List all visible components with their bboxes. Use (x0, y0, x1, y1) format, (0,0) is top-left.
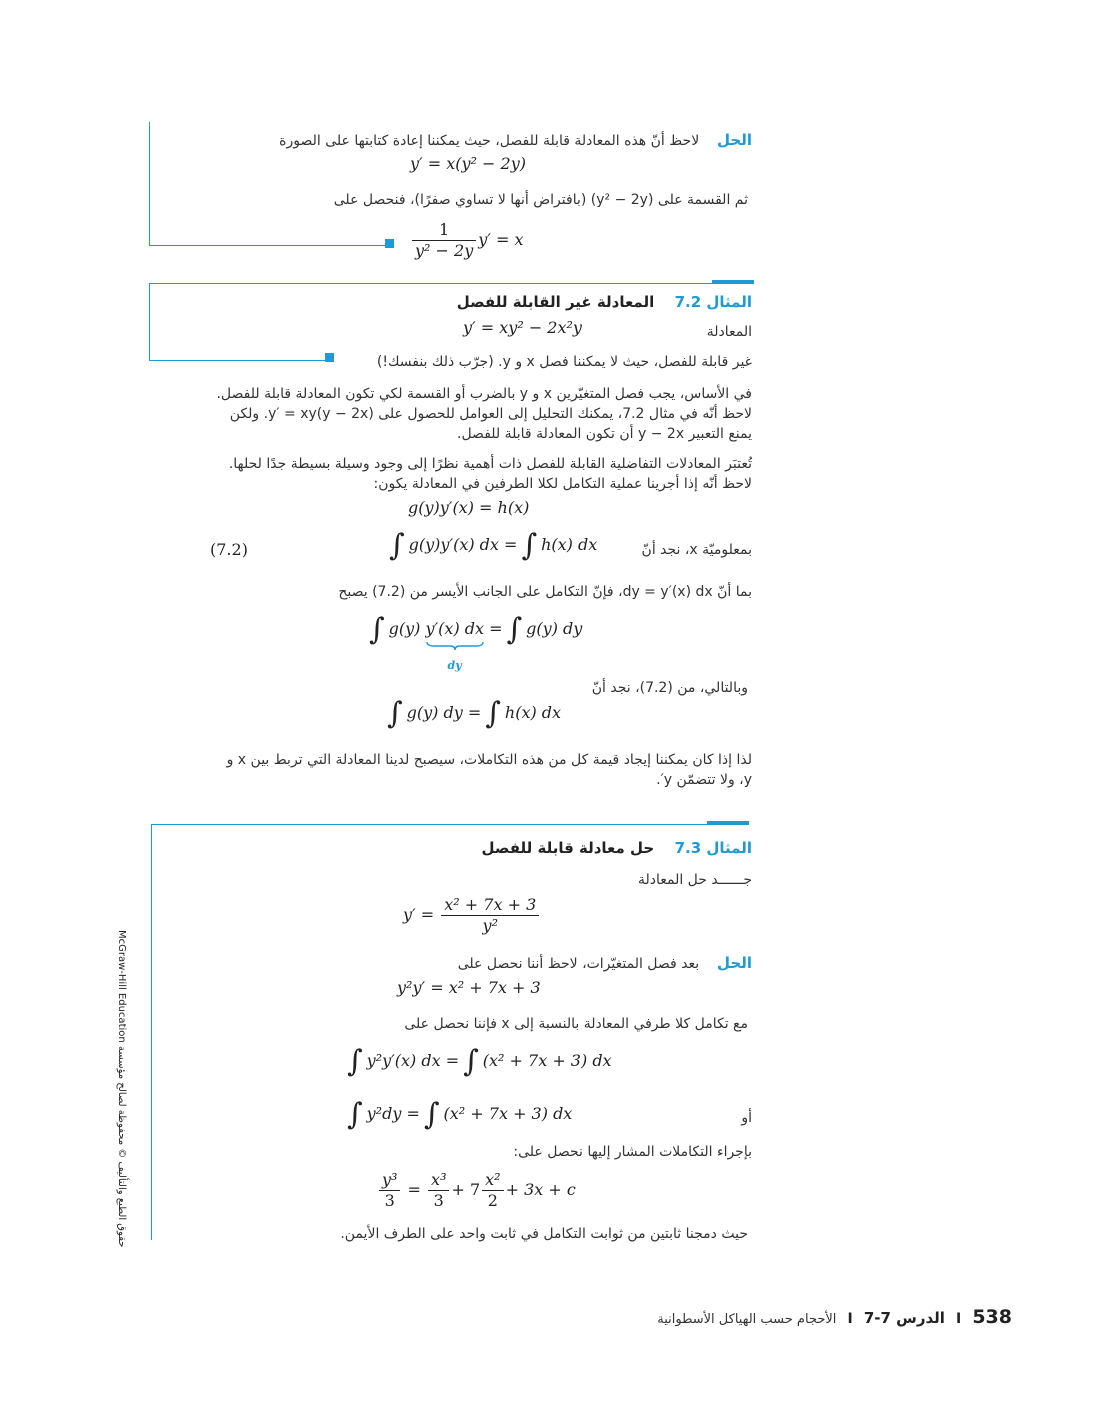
solution3-eq3-left: y²dy = (366, 1104, 420, 1123)
solution3-eq1: y²y′ = x² + 7x + 3 (397, 978, 541, 997)
solution3-eq4 (377, 1170, 576, 1211)
eqC-right: g(y) dy (526, 619, 583, 638)
example72-top-rule (149, 283, 754, 284)
text-known: بمعلوميّة x، نجد أنّ (641, 542, 752, 558)
eqD (383, 696, 561, 731)
footer-lesson: الدرس 7-7 (863, 1309, 945, 1327)
sidebar-copyright: حقوق الطبع والتأليف © محفوظة لصالح مؤسسة McGraw-Hill Education (116, 930, 127, 1248)
footer (657, 1306, 1012, 1328)
integral-sign-icon: ∫ (485, 696, 501, 731)
eqC-mid: = (489, 619, 503, 638)
para1 (172, 384, 752, 444)
para2-line2: لاحظ أنّه إذا أجرينا عملية التكامل لكلا الطرفين في المعادلة يكون: (373, 476, 752, 492)
solution3-eq3-right: (x² + 7x + 3) dx (443, 1104, 573, 1123)
solution3-eq3 (343, 1097, 572, 1132)
para1-line1: في الأساس، يجب فصل المتغيّرين x و y بالضرب أو القسمة لكي تكون المعادلة قابلة للفصل. (216, 386, 752, 402)
eqC-brace-group (425, 619, 485, 672)
example73-eq-den: y² (482, 916, 498, 935)
solution3-eq4-d1: 3 (384, 1191, 395, 1210)
example73-label: المثال 7.3 (674, 839, 752, 857)
solution3-eq2-left: y²y′(x) dx = (366, 1051, 460, 1070)
para3-line1: لذا إذا كان يمكننا إيجاد قيمة كل من هذه التكاملات، سيصبح لدينا المعادلة التي تربط بين x و (226, 752, 752, 768)
integral-sign-icon: ∫ (369, 612, 385, 647)
example73-eq-num: x² + 7x + 3 (441, 895, 539, 916)
solution3-line1 (372, 953, 752, 974)
example73-header (352, 838, 752, 857)
integral-sign-icon: ∫ (347, 1097, 363, 1132)
example72-text2: غير قابلة للفصل، حيث لا يمكننا فصل x و y. (جرّب ذلك بنفسك!) (376, 354, 752, 370)
text-since: بما أنّ dy = y′(x) dx، فإنّ التكامل على الجانب الأيسر من (7.2) يصبح (338, 584, 752, 600)
solution3-text1: بعد فصل المتغيّرات، لاحظ أننا نحصل على (457, 956, 700, 972)
underbrace-icon (426, 641, 484, 651)
solution3-eq2 (343, 1044, 612, 1079)
solution1-eq2 (410, 220, 524, 261)
eqC-brace-term: y′(x) dx (425, 619, 485, 638)
solution1-bottom-rule (149, 245, 385, 246)
solution1-eq2-num: 1 (412, 220, 476, 241)
solution1-line1 (212, 130, 752, 151)
solution3-eq4-n1: y³ (379, 1170, 400, 1191)
integral-sign-icon: ∫ (389, 528, 405, 563)
example73-top-rule (151, 824, 749, 825)
integral-sign-icon: ∫ (387, 696, 403, 731)
eqB-right: h(x) dx (541, 535, 598, 554)
integral-sign-icon: ∫ (463, 1044, 479, 1079)
example73-eq-lhs: y′ = (403, 905, 435, 924)
solution1-eq1: y′ = x(y² − 2y) (410, 154, 527, 173)
eqB-left: g(y)y′(x) dx = (408, 535, 518, 554)
example72-eq: y′ = xy² − 2x²y (463, 318, 582, 337)
footer-separator: I (956, 1311, 962, 1327)
solution3-eq4-d3: 2 (487, 1191, 498, 1210)
solution3-text3: بإجراء التكاملات المشار إليها نحصل على: (513, 1144, 752, 1160)
footer-page-number: 538 (972, 1306, 1012, 1328)
example72-bottom-rule (149, 360, 325, 361)
integral-sign-icon: ∫ (423, 1097, 440, 1132)
para3 (162, 750, 752, 790)
para1-line2: لاحظ أنّه في مثال 7.2، يمكنك التحليل إلى العوامل للحصول على y′ = xy(y − 2x). ولكن (229, 406, 752, 422)
example73-text-find: جــــــد حل المعادلة (637, 872, 752, 888)
example72-text1: المعادلة (706, 324, 752, 340)
integral-sign-icon: ∫ (506, 612, 523, 647)
eqA: g(y)y′(x) = h(x) (408, 498, 530, 517)
solution3-text-or: أو (741, 1110, 752, 1126)
example73-title: حل معادلة قابلة للفصل (481, 839, 655, 857)
para2-line1: تُعتبَر المعادلات التفاضلية القابلة للفصل ذات أهمية نظرًا إلى وجود وسيلة بسيطة جدًا لحلها. (228, 456, 752, 472)
example72-header (352, 292, 752, 311)
solution3-eq4-d2: 3 (433, 1191, 444, 1210)
example73-eq (403, 895, 541, 936)
integral-sign-icon: ∫ (521, 528, 538, 563)
solution1-end-marker (385, 239, 394, 248)
sidebar-copyright-wrap (116, 930, 141, 1250)
solution3-eq2-right: (x² + 7x + 3) dx (482, 1051, 612, 1070)
eqC-left: g(y) (388, 619, 421, 638)
eqC (365, 612, 583, 672)
footer-separator: I (847, 1311, 853, 1327)
para2 (172, 454, 752, 494)
solution1-label: الحل (717, 131, 752, 149)
eqB (385, 528, 597, 563)
integral-sign-icon: ∫ (347, 1044, 363, 1079)
solution1-left-rule (149, 122, 150, 246)
example73-left-rule (151, 824, 152, 1240)
solution1-text2: ثم القسمة على (y² − 2y) (بافتراض أنها لا تساوي صفرًا)، فنحصل على (333, 192, 748, 208)
solution3-text2: مع تكامل كلا طرفي المعادلة بالنسبة إلى x فإننا نحصل على (404, 1016, 748, 1032)
solution3-eq4-eq: = (407, 1180, 421, 1199)
solution3-eq4-plus7: + 7 (451, 1180, 481, 1199)
solution3-eq4-n3: x² (482, 1170, 503, 1191)
solution1-eq2-den: y² − 2y (415, 241, 474, 260)
para1-line3: يمنع التعبير y − 2x أن تكون المعادلة قابلة للفصل. (457, 426, 752, 442)
eqD-right: h(x) dx (504, 703, 562, 722)
example72-left-rule (149, 283, 150, 361)
eq-number: (7.2) (210, 540, 248, 559)
solution1-eq2-rest: y′ = x (478, 230, 524, 249)
text-therefore: وبالتالي، من (7.2)، نجد أنّ (591, 680, 748, 696)
solution3-label: الحل (717, 954, 752, 972)
solution1-text1: لاحظ أنّ هذه المعادلة قابلة للفصل، حيث يمكننا إعادة كتابتها على الصورة (279, 133, 700, 149)
brace-label: dy (447, 659, 462, 672)
solution3-eq4-rest: + 3x + c (505, 1180, 576, 1199)
solution3-text4: حيث دمجنا ثابتين من ثوابت التكامل في ثابت واحد على الطرف الأيمن. (340, 1226, 748, 1242)
eqD-left: g(y) dy = (406, 703, 482, 722)
example72-title: المعادلة غير القابلة للفصل (456, 293, 655, 311)
example72-label: المثال 7.2 (674, 293, 752, 311)
para3-line2: y، ولا تتضمّن y′. (656, 772, 752, 788)
footer-topic: الأحجام حسب الهياكل الأسطوانية (657, 1312, 837, 1327)
solution3-eq4-n2: x³ (428, 1170, 449, 1191)
